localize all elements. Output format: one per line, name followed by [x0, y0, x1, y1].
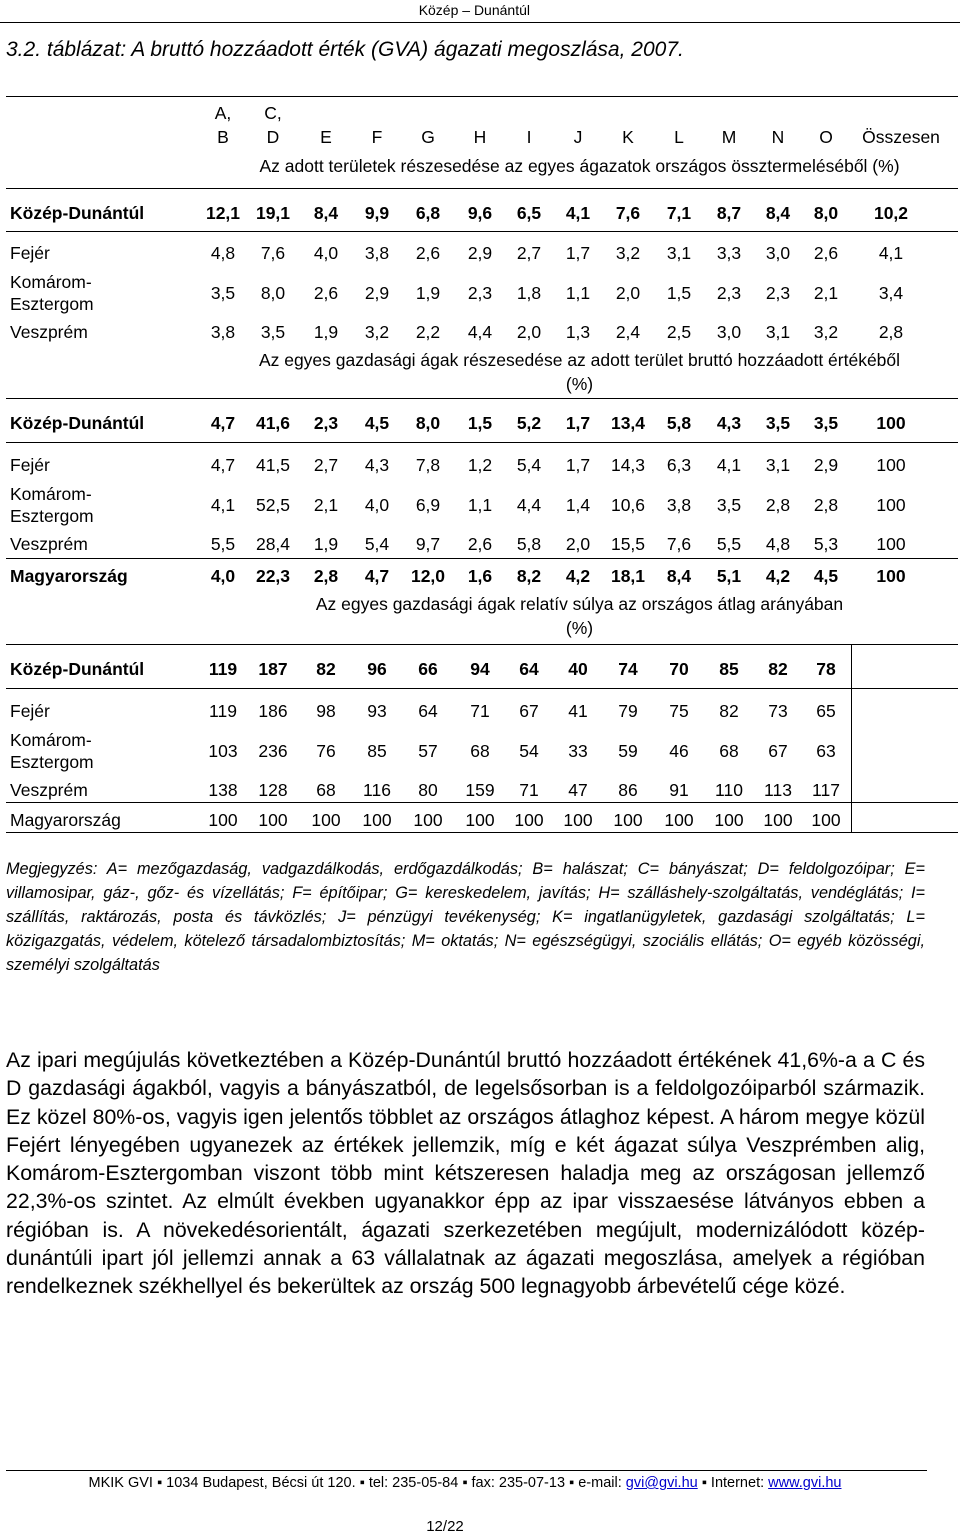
footer-org: MKIK GVI: [88, 1475, 153, 1491]
row-label-line2: Esztergom: [10, 506, 94, 526]
table-cell: 18,1: [610, 566, 646, 586]
table-cell: 64: [418, 701, 438, 721]
table-cell: 4,0: [364, 495, 390, 515]
table-cell: 100: [763, 810, 793, 830]
table-cell: 5,4: [364, 534, 390, 554]
table-cell: 4,8: [210, 243, 236, 263]
table-cell: 113: [764, 780, 792, 800]
page-footer: MKIK GVI ▪ 1034 Budapest, Bécsi út 120. ▪ tel: 235-05-84 ▪ fax: 235-07-13 ▪ e-mail: gvi@gvi.hu ▪ Internet: www.gvi.hu: [88, 1475, 842, 1491]
table-cell: 9,7: [415, 534, 441, 554]
table-cell: 54: [519, 741, 539, 761]
table-cell: 4,2: [765, 566, 791, 586]
table-cell: 3,2: [615, 243, 641, 263]
column-header: H: [473, 127, 487, 147]
row-label-line1: Komárom-: [10, 730, 92, 750]
column-header: N: [771, 127, 785, 147]
table-cell: 4,1: [565, 203, 591, 223]
table-cell: 100: [413, 810, 443, 830]
column-header: I: [526, 127, 532, 147]
table-cell: 78: [816, 659, 836, 679]
row-label: Fejér: [10, 243, 50, 263]
table-row: [6, 409, 958, 435]
table-cell: 3,0: [716, 322, 742, 342]
table-cell: 103: [208, 741, 238, 761]
table-cell: 187: [258, 659, 288, 679]
section-title-line1: Az egyes gazdasági ágak relatív súlya az országos átlag arányában: [315, 594, 844, 614]
table-cell: 7,6: [260, 243, 286, 263]
table-cell: 1,9: [313, 534, 339, 554]
table-cell: 85: [367, 741, 387, 761]
row-label: Veszprém: [10, 534, 88, 554]
total-cell: 10,2: [873, 203, 909, 223]
table-cell: 116: [363, 780, 391, 800]
table-rule: [6, 688, 958, 689]
table-cell: 91: [669, 780, 689, 800]
table-cell: 5,8: [666, 413, 692, 433]
table-cell: 4,3: [716, 413, 742, 433]
table-cell: 63: [816, 741, 836, 761]
table-cell: 8,2: [516, 566, 542, 586]
table-cell: 2,8: [765, 495, 791, 515]
table-cell: 10,6: [610, 495, 646, 515]
table-cell: 7,6: [666, 534, 692, 554]
total-cell: 100: [876, 534, 906, 554]
column-header: K: [622, 127, 634, 147]
table-cell: 98: [316, 701, 336, 721]
table-cell: 8,4: [765, 203, 791, 223]
table-cell: 4,3: [364, 455, 390, 475]
footer-address: 1034 Budapest, Bécsi út 120.: [166, 1475, 356, 1491]
table-cell: 117: [812, 780, 840, 800]
table-cell: 13,4: [610, 413, 646, 433]
section-title-text: Az adott területek részesedése az egyes ágazatok országos össztermeléséből (%): [259, 156, 900, 176]
table-cell: 2,3: [716, 283, 742, 303]
table-row: [6, 239, 958, 265]
table-cell: 119: [208, 659, 238, 679]
table-cell: 3,5: [716, 495, 742, 515]
table-cell: 47: [568, 780, 588, 800]
row-label: [10, 729, 94, 773]
table-cell: 67: [519, 701, 539, 721]
row-label-line1: Komárom-: [10, 272, 92, 292]
table-cell: 22,3: [255, 566, 291, 586]
table-row: [6, 272, 958, 314]
table-cell: 1,3: [565, 322, 591, 342]
row-label: Veszprém: [10, 780, 88, 800]
table-cell: 3,5: [210, 283, 236, 303]
running-head-text: Közép – Dunántúl: [418, 2, 530, 18]
column-header: A,: [214, 103, 232, 123]
table-cell: 7,6: [615, 203, 641, 223]
table-cell: 71: [470, 701, 490, 721]
table-cell: 6,3: [666, 455, 692, 475]
table-cell: 85: [719, 659, 739, 679]
table-row: [6, 199, 958, 225]
column-header: M: [721, 127, 737, 147]
table-cell: 186: [258, 701, 288, 721]
table-cell: 236: [258, 741, 288, 761]
table-cell: 12,1: [205, 203, 241, 223]
table-cell: 128: [258, 780, 288, 800]
table-cell: 76: [316, 741, 336, 761]
table-cell: 1,5: [467, 413, 493, 433]
table-cell: 40: [568, 659, 588, 679]
table-cell: 1,4: [565, 495, 591, 515]
table-cell: 100: [311, 810, 341, 830]
table-cell: 59: [618, 741, 638, 761]
table-cell: 4,7: [210, 455, 236, 475]
footer-tel: tel: 235-05-84: [368, 1475, 459, 1491]
table-cell: 2,3: [313, 413, 339, 433]
row-label: [10, 271, 94, 315]
table-cell: 100: [811, 810, 841, 830]
section-title: [207, 348, 952, 396]
table-cell: 1,7: [565, 413, 591, 433]
table-cell: 2,1: [813, 283, 839, 303]
table-cell: 4,7: [364, 566, 390, 586]
total-cell: 2,8: [878, 322, 904, 342]
table-cell: 80: [418, 780, 438, 800]
table-cell: 100: [664, 810, 694, 830]
table-cell: 14,3: [610, 455, 646, 475]
table-cell: 33: [568, 741, 588, 761]
table-cell: 5,8: [516, 534, 542, 554]
table-cell: 7,8: [415, 455, 441, 475]
table-cell: 2,0: [615, 283, 641, 303]
table-cell: 2,7: [516, 243, 542, 263]
table-cell: 1,9: [313, 322, 339, 342]
table-row: [6, 730, 958, 772]
column-header: F: [371, 127, 383, 147]
table-cell: 4,8: [765, 534, 791, 554]
table-cell: 2,6: [415, 243, 441, 263]
table-cell: 2,6: [813, 243, 839, 263]
table-cell: 4,1: [210, 495, 236, 515]
row-label: Magyarország: [10, 810, 121, 830]
table-cell: 8,4: [666, 566, 692, 586]
table-cell: 67: [768, 741, 788, 761]
table-cell: 3,8: [666, 495, 692, 515]
table-cell: 2,9: [467, 243, 493, 263]
table-cell: 8,0: [260, 283, 286, 303]
table-cell: 82: [768, 659, 788, 679]
section-title: [207, 154, 952, 178]
total-cell: 4,1: [878, 243, 904, 263]
table-cell: 57: [418, 741, 438, 761]
table-cell: 5,5: [716, 534, 742, 554]
table-rule: [6, 802, 958, 803]
table-cell: 8,7: [716, 203, 742, 223]
table-cell: 100: [514, 810, 544, 830]
table-cell: 86: [618, 780, 638, 800]
table-cell: 3,5: [813, 413, 839, 433]
table-cell: 6,8: [415, 203, 441, 223]
table-cell: 2,8: [813, 495, 839, 515]
column-header: O: [819, 127, 833, 147]
table-rule: [6, 832, 958, 833]
row-label-line2: Esztergom: [10, 752, 94, 772]
table-cell: 93: [367, 701, 387, 721]
table-cell: 79: [618, 701, 638, 721]
section-title-line2: (%): [565, 374, 594, 394]
table-rule: [6, 644, 958, 645]
total-column-header: Összesen: [862, 127, 940, 147]
row-label: Fejér: [10, 455, 50, 475]
total-cell: 100: [876, 566, 906, 586]
row-label: Fejér: [10, 701, 50, 721]
table-cell: 3,2: [364, 322, 390, 342]
table-caption: 3.2. táblázat: A bruttó hozzáadott érték (GVA) ágazati megoszlása, 2007.: [6, 38, 684, 61]
table-cell: 68: [316, 780, 336, 800]
row-label: [10, 483, 94, 527]
table-cell: 4,5: [813, 566, 839, 586]
table-cell: 5,3: [813, 534, 839, 554]
column-header: C,: [264, 103, 282, 123]
table-row: [6, 776, 958, 802]
column-header: B: [217, 127, 229, 147]
table-cell: 3,0: [765, 243, 791, 263]
table-cell: 3,3: [716, 243, 742, 263]
table-cell: 12,0: [410, 566, 446, 586]
table-row: [6, 697, 958, 723]
total-cell: 100: [876, 413, 906, 433]
page-number: 12/22: [426, 1518, 464, 1535]
total-cell: 100: [876, 455, 906, 475]
table-note: Megjegyzés: A= mezőgazdaság, vadgazdálkodás, erdőgazdálkodás; B= halászat; C= bányászat; D= feldolgozóipar; E= villamosipar, gáz-, gőz- és vízellátás; F= építőipar; G= kereskedelem, javítás; H= szálláshely-szolgáltatás, vendéglátás; I= szállítás, raktározás, posta és távközlés; J= pénzügyi tevékenység; K= ingatlanügyletek, gazdasági szolgáltatás; L= közigazgatás, védelem, kötelező társadalombiztosítás; M= oktatás; N= egészségügyi, szociális ellátás; O= egyéb közösségi, személyi szolgáltatás: [6, 860, 925, 974]
table-row: [6, 655, 958, 681]
table-cell: 119: [209, 701, 237, 721]
table-cell: 3,8: [364, 243, 390, 263]
table-cell: 15,5: [610, 534, 646, 554]
table-cell: 41: [568, 701, 588, 721]
table-cell: 73: [768, 701, 788, 721]
table-cell: 3,1: [765, 455, 791, 475]
table-cell: 64: [519, 659, 539, 679]
table-cell: 41,6: [255, 413, 291, 433]
table-cell: 2,8: [313, 566, 339, 586]
table-cell: 2,3: [765, 283, 791, 303]
footer-email-label: e-mail:: [578, 1475, 622, 1491]
table-cell: 3,5: [765, 413, 791, 433]
table-cell: 4,2: [565, 566, 591, 586]
table-cell: 1,9: [415, 283, 441, 303]
table-cell: 4,7: [210, 413, 236, 433]
table-cell: 138: [208, 780, 238, 800]
column-header: D: [266, 127, 280, 147]
table-rule: [6, 442, 958, 443]
table-cell: 6,9: [415, 495, 441, 515]
table-cell: 65: [816, 701, 836, 721]
table-cell: 68: [470, 741, 490, 761]
table-cell: 4,0: [210, 566, 236, 586]
row-label: Közép-Dunántúl: [10, 203, 145, 223]
column-header: L: [674, 127, 684, 147]
footer-web-link[interactable]: www.gvi.hu: [768, 1475, 842, 1491]
table-cell: 2,0: [516, 322, 542, 342]
table-cell: 100: [613, 810, 643, 830]
table-cell: 1,7: [565, 455, 591, 475]
table-cell: 4,5: [364, 413, 390, 433]
table-cell: 74: [618, 659, 638, 679]
section-title-line1: Az egyes gazdasági ágak részesedése az adott terület bruttó hozzáadott értékéből: [258, 350, 901, 370]
section-title-line2: (%): [565, 618, 594, 638]
table-cell: 3,1: [765, 322, 791, 342]
table-cell: 9,9: [364, 203, 390, 223]
table-row: [6, 562, 958, 588]
section-title: [207, 592, 952, 640]
table-cell: 75: [669, 701, 689, 721]
row-label-line1: Komárom-: [10, 484, 92, 504]
table-cell: 96: [367, 659, 387, 679]
column-header: J: [573, 127, 583, 147]
total-cell: 100: [876, 495, 906, 515]
table-row: [6, 806, 958, 832]
table-cell: 2,6: [313, 283, 339, 303]
table-cell: 5,2: [516, 413, 542, 433]
column-header: G: [421, 127, 435, 147]
table-cell: 3,8: [210, 322, 236, 342]
footer-fax: fax: 235-07-13: [471, 1475, 566, 1491]
table-cell: 4,4: [467, 322, 493, 342]
table-cell: 100: [714, 810, 744, 830]
table-row: [6, 530, 958, 556]
footer-internet-label: Internet:: [710, 1475, 765, 1491]
table-cell: 100: [465, 810, 495, 830]
table-cell: 2,2: [415, 322, 441, 342]
table-cell: 2,7: [313, 455, 339, 475]
table-cell: 1,6: [467, 566, 493, 586]
table-cell: 28,4: [255, 534, 291, 554]
table-cell: 1,7: [565, 243, 591, 263]
table-cell: 82: [316, 659, 336, 679]
table-rule: [6, 231, 958, 232]
running-header: [0, 0, 960, 23]
table-cell: 100: [208, 810, 238, 830]
table-cell: 1,8: [516, 283, 542, 303]
table-cell: 110: [715, 780, 743, 800]
table-cell: 4,0: [313, 243, 339, 263]
row-label-line2: Esztergom: [10, 294, 94, 314]
table-cell: 68: [719, 741, 739, 761]
table-cell: 2,6: [467, 534, 493, 554]
table-cell: 66: [418, 659, 438, 679]
table-cell: 2,0: [565, 534, 591, 554]
table-rule: [6, 558, 958, 559]
table-cell: 1,1: [467, 495, 493, 515]
table-cell: 3,5: [260, 322, 286, 342]
row-label: Közép-Dunántúl: [10, 659, 145, 679]
table-cell: 46: [669, 741, 689, 761]
column-header: E: [320, 127, 332, 147]
table-cell: 2,3: [467, 283, 493, 303]
table-cell: 9,6: [467, 203, 493, 223]
table-cell: 1,2: [467, 455, 493, 475]
row-label: Magyarország: [10, 566, 128, 586]
table-cell: 5,1: [716, 566, 742, 586]
table-cell: 159: [465, 780, 495, 800]
table-row: [6, 318, 958, 344]
table-cell: 3,1: [666, 243, 692, 263]
footer-rule: [6, 1470, 927, 1471]
table-cell: 5,5: [210, 534, 236, 554]
table-cell: 2,9: [364, 283, 390, 303]
row-label: Veszprém: [10, 322, 88, 342]
table-cell: 7,1: [666, 203, 692, 223]
table-cell: 71: [519, 780, 539, 800]
table-cell: 2,9: [813, 455, 839, 475]
table-cell: 3,2: [813, 322, 839, 342]
table-rule: [6, 188, 958, 189]
table-cell: 2,5: [666, 322, 692, 342]
table-cell: 94: [470, 659, 490, 679]
table-cell: 8,4: [313, 203, 339, 223]
table-cell: 41,5: [255, 455, 291, 475]
table-cell: 4,4: [516, 495, 542, 515]
table-cell: 2,1: [313, 495, 339, 515]
table-cell: 1,1: [565, 283, 591, 303]
total-cell: 3,4: [878, 283, 904, 303]
row-label: Közép-Dunántúl: [10, 413, 145, 433]
table-cell: 100: [563, 810, 593, 830]
table-cell: 19,1: [255, 203, 291, 223]
table-rule: [6, 96, 958, 97]
table-cell: 1,5: [666, 283, 692, 303]
table-cell: 6,5: [516, 203, 542, 223]
table-vertical-rule: [851, 644, 852, 832]
table-cell: 82: [719, 701, 739, 721]
table-cell: 100: [362, 810, 392, 830]
table-cell: 100: [258, 810, 288, 830]
table-cell: 4,1: [716, 455, 742, 475]
footer-email-link[interactable]: gvi@gvi.hu: [625, 1475, 698, 1491]
table-row: [6, 484, 958, 526]
table-cell: 5,4: [516, 455, 542, 475]
table-cell: 52,5: [255, 495, 291, 515]
body-paragraph: Az ipari megújulás következtében a Közép-Dunántúl bruttó hozzáadott értékének 41,6%-a a C és D gazdasági ágakból, vagyis a bányászatból, de legelsősorban is a feldolgozóiparból származik. Ez közel 80%-os, vagyis igen jelentős többlet az országos átlaghoz képest. A három megye közül Fejért lényegében ugyanezek az értékek jellemzik, míg e két ágazat súlya Veszprémben alig, Komárom-Esztergomban viszont több mint kétszeresen haladja meg az országosan jellemző 22,3%-os szintet. Az elmúlt években ugyanakkor épp az ipar visszaesése látványos ebben a régióban is. A növekedésorientált, ágazati szerkezetében megújult, modernizálódott közép-dunántúli ipart jól jellemzi annak a 63 vállalatnak az ágazati megoszlása, amelyek a régióban rendelkeznek székhellyel és bekerültek az ország 500 legnagyobb árbevételű cége közé.: [6, 1048, 925, 1299]
table-cell: 8,0: [813, 203, 839, 223]
table-cell: 2,4: [615, 322, 641, 342]
table-cell: 70: [669, 659, 689, 679]
table-cell: 8,0: [415, 413, 441, 433]
table-row: [6, 451, 958, 477]
table-rule: [6, 398, 958, 399]
